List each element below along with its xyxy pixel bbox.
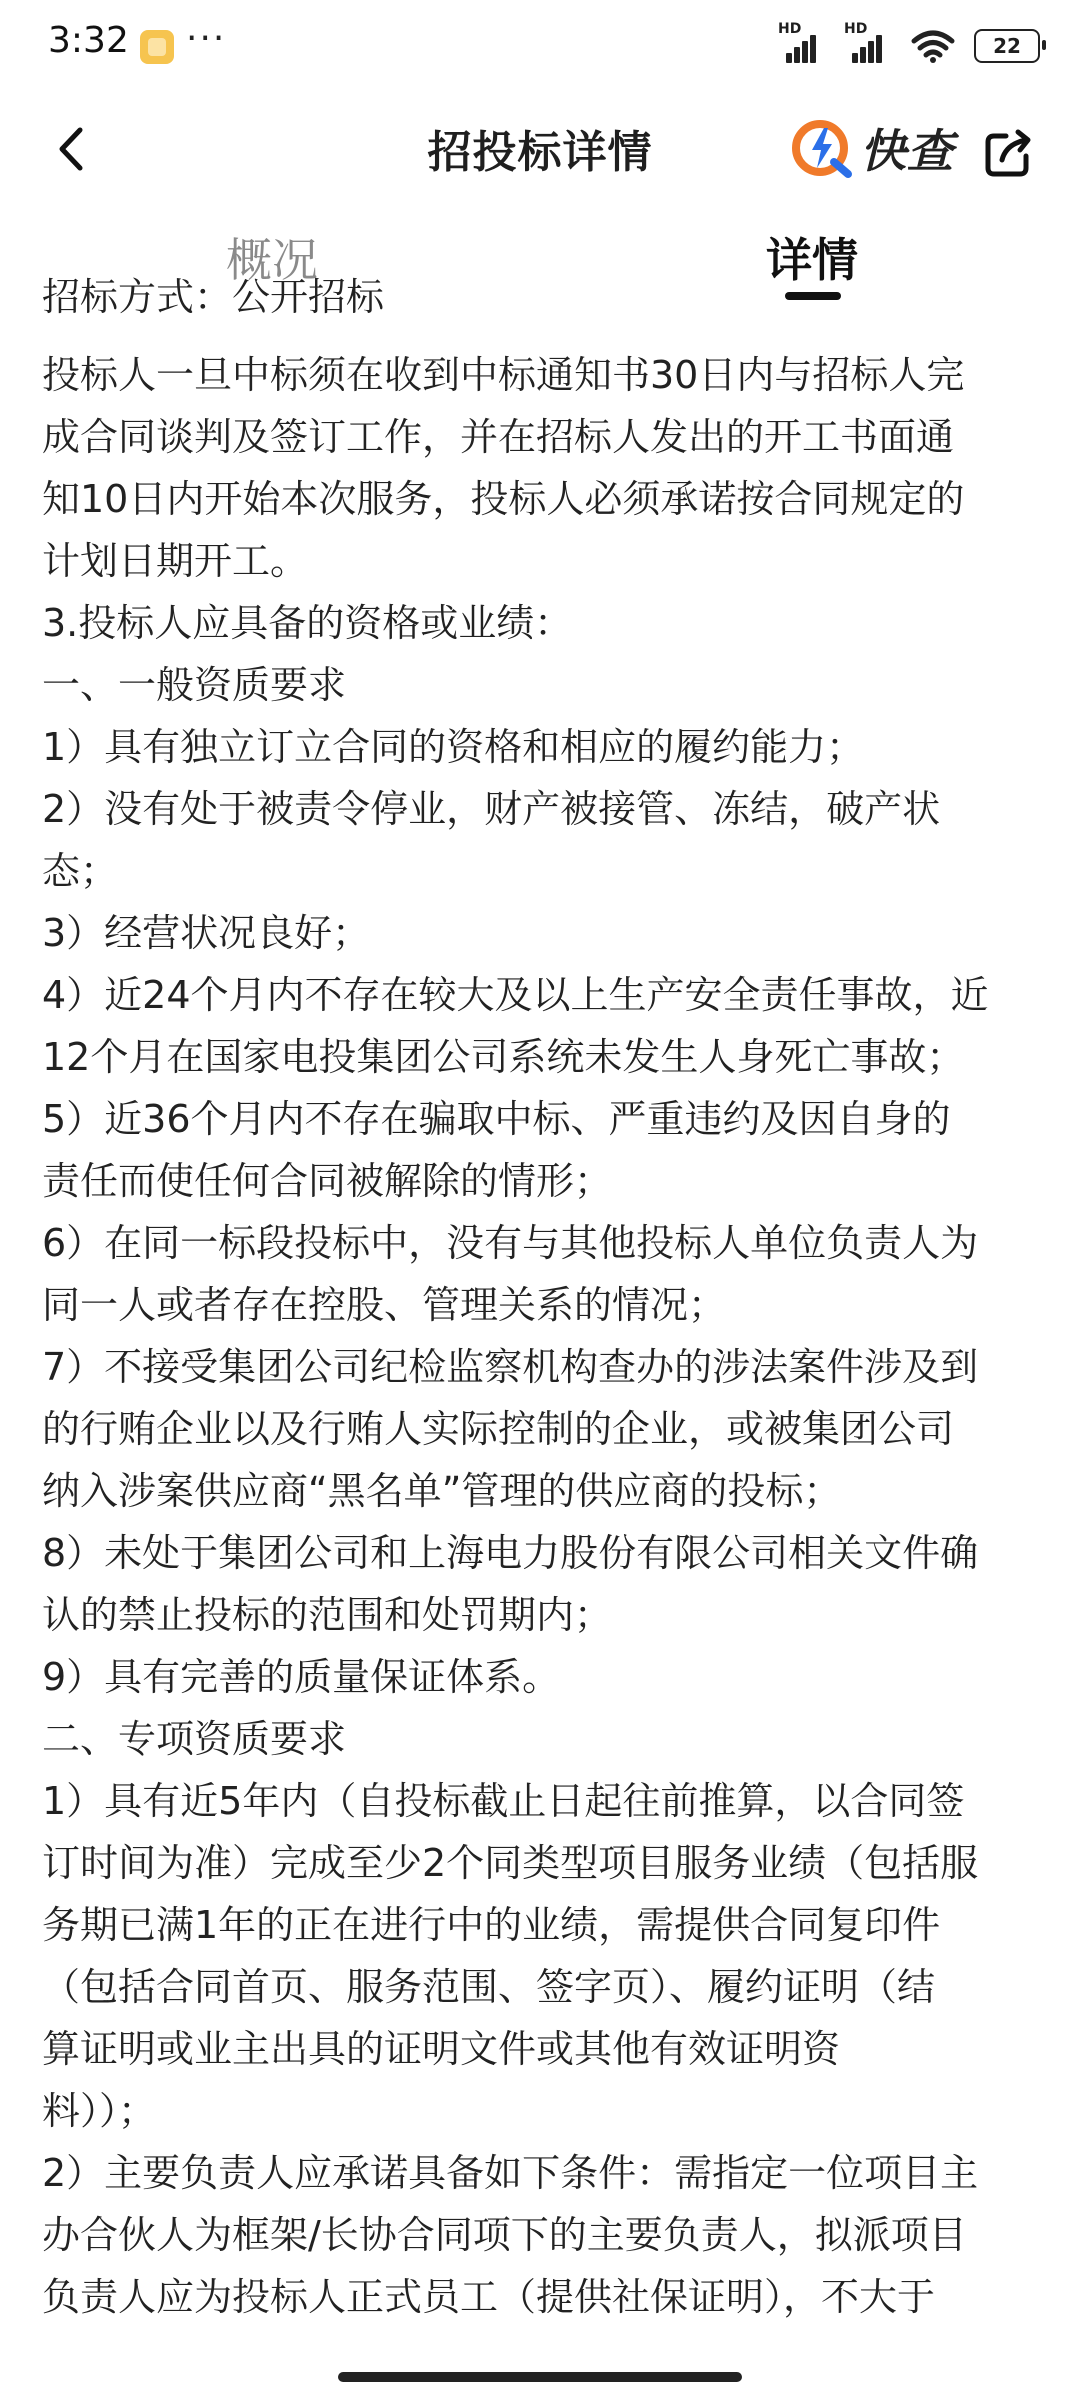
detail-line: 7）不接受集团公司纪检监察机构查办的涉法案件涉及到 <box>42 1345 979 1389</box>
detail-line: 3.投标人应具备的资格或业绩： <box>42 601 573 645</box>
detail-line: 责任而使任何合同被解除的情形； <box>42 1159 613 1203</box>
battery-level: 22 <box>993 34 1021 58</box>
page-title: 招投标详情 <box>427 127 653 178</box>
wifi-icon <box>910 29 956 63</box>
detail-line: 知10日内开始本次服务，投标人必须承诺按合同规定的 <box>42 477 965 521</box>
top-app-bar <box>0 96 1080 206</box>
detail-line: （包括合同首页、服务范围、签字页）、履约证明（结 <box>42 1965 936 2009</box>
detail-line: 的行贿企业以及行贿人实际控制的企业，或被集团公司 <box>42 1407 955 1451</box>
detail-line: 一、一般资质要求 <box>42 663 347 707</box>
detail-line: 成合同谈判及签订工作，并在招标人发出的开工书面通 <box>42 415 955 459</box>
detail-line: 负责人应为投标人正式员工（提供社保证明），不大于 <box>42 2275 936 2319</box>
tab-overview[interactable]: 概况 <box>226 233 318 287</box>
detail-line: 投标人一旦中标须在收到中标通知书30日内与招标人完 <box>42 353 965 397</box>
brand-logo <box>790 116 954 180</box>
detail-line: 纳入涉案供应商“黑名单”管理的供应商的投标； <box>42 1469 842 1513</box>
detail-line: 办合伙人为框架/长协合同项下的主要负责人，拟派项目 <box>42 2213 967 2257</box>
tab-detail[interactable]: 详情 <box>766 233 858 287</box>
detail-line: 同一人或者存在控股、管理关系的情况； <box>42 1283 727 1327</box>
battery-icon <box>974 29 1040 63</box>
detail-line: 1）具有近5年内（自投标截止日起往前推算，以合同签 <box>42 1779 965 1823</box>
status-time: 3:32 <box>48 20 129 61</box>
detail-line: 算证明或业主出具的证明文件或其他有效证明资 <box>42 2027 841 2071</box>
detail-content[interactable] <box>0 275 1080 2344</box>
detail-line: 3）经营状况良好； <box>42 911 371 955</box>
signal-label: HD <box>778 21 802 37</box>
detail-line: 料））； <box>42 2089 157 2133</box>
detail-line: 2）主要负责人应承诺具备如下条件：需指定一位项目主 <box>42 2151 979 2195</box>
share-icon[interactable] <box>980 126 1036 182</box>
detail-line: 务期已满1年的正在进行中的业绩，需提供合同复印件 <box>42 1903 941 1947</box>
detail-line: 招标方式：公开招标 <box>42 275 385 319</box>
detail-line: 态； <box>42 849 119 893</box>
detail-line: 12个月在国家电投集团公司系统未发生人身死亡事故； <box>42 1035 965 1079</box>
more-notifications-icon: ··· <box>186 18 227 59</box>
detail-line: 9）具有完善的质量保证体系。 <box>42 1655 561 1699</box>
detail-line: 二、专项资质要求 <box>42 1717 347 1761</box>
status-indicators <box>778 21 1040 66</box>
detail-line: 5）近36个月内不存在骗取中标、严重违约及因自身的 <box>42 1097 951 1141</box>
detail-line: 8）未处于集团公司和上海电力股份有限公司相关文件确 <box>42 1531 979 1575</box>
detail-line: 订时间为准）完成至少2个同类型项目服务业绩（包括服 <box>42 1841 979 1885</box>
detail-line: 2）没有处于被责令停业，财产被接管、冻结，破产状 <box>42 787 941 831</box>
status-bar <box>0 0 1080 96</box>
brand-name: 快查 <box>860 124 954 178</box>
signal-label: HD <box>844 21 868 37</box>
detail-line: 计划日期开工。 <box>42 539 309 583</box>
signal-icon <box>778 21 826 63</box>
detail-line: 认的禁止投标的范围和处罚期内； <box>42 1593 613 1637</box>
lightning-logo-icon <box>790 116 854 180</box>
detail-line: 6）在同一标段投标中，没有与其他投标人单位负责人为 <box>42 1221 979 1265</box>
home-indicator[interactable] <box>338 2372 742 2382</box>
detail-line: 1）具有独立订立合同的资格和相应的履约能力； <box>42 725 865 769</box>
signal-icon <box>844 21 892 63</box>
detail-line: 4）近24个月内不存在较大及以上生产安全责任事故，近 <box>42 973 989 1017</box>
notification-app-icon <box>140 30 174 64</box>
